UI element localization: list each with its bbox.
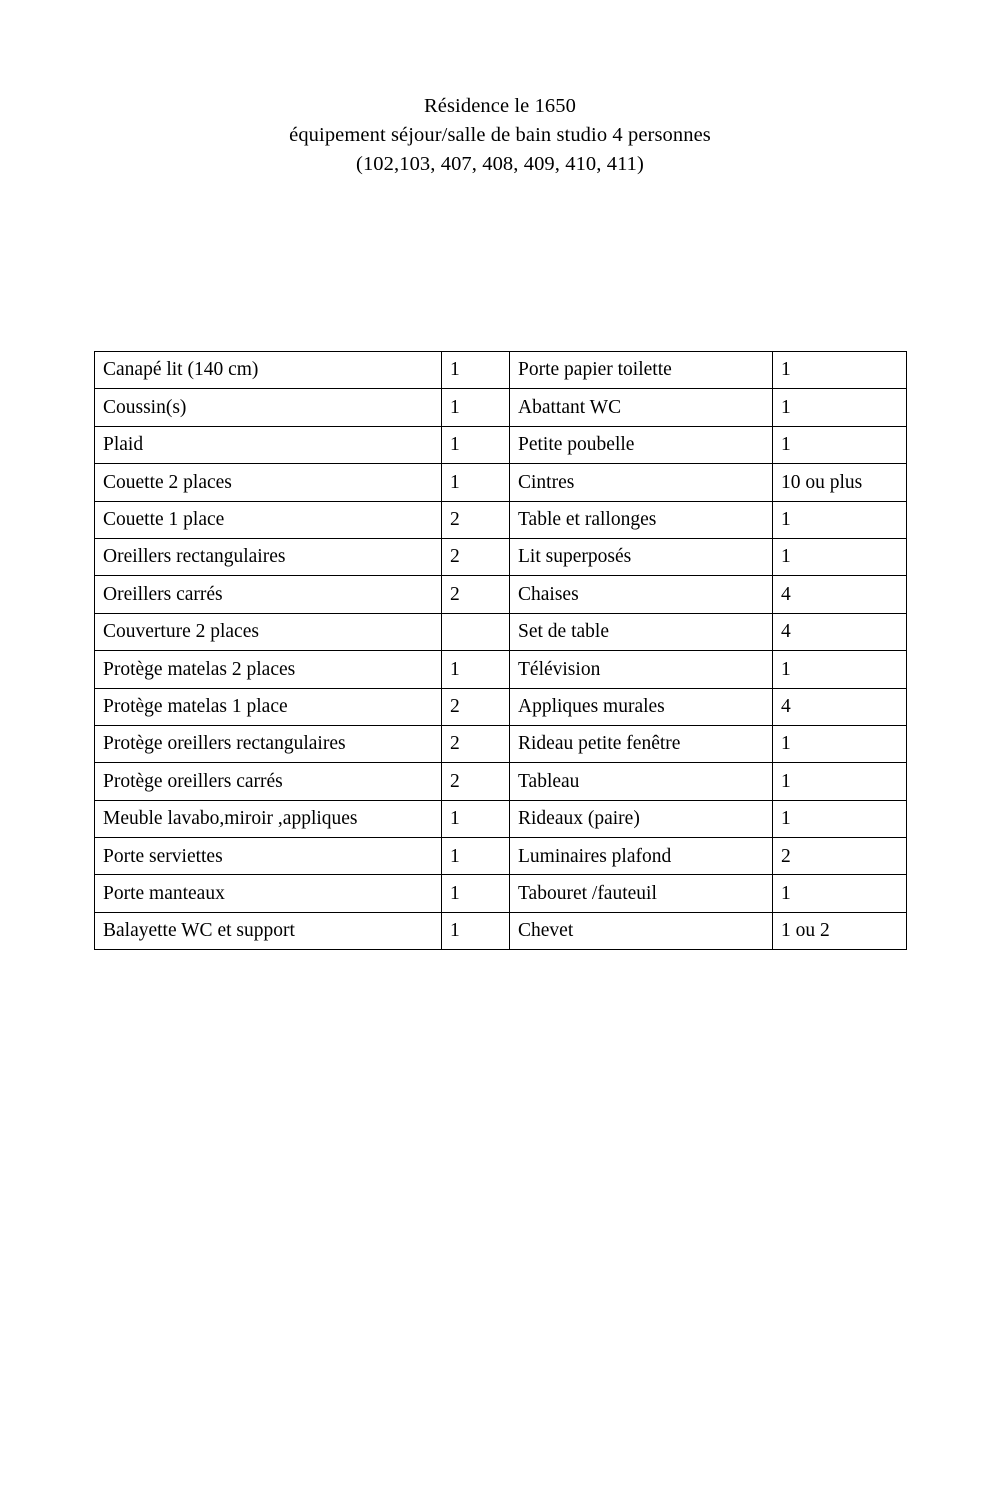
cell-qty-right: 1 [773,389,907,426]
cell-item-left: Protège oreillers rectangulaires [95,725,442,762]
cell-item-left: Protège oreillers carrés [95,763,442,800]
table-row [95,763,907,800]
cell-qty-left: 2 [442,763,510,800]
title-line-equipment: équipement séjour/salle de bain studio 4 personnes [289,124,711,147]
cell-item-right: Porte papier toilette [510,352,773,389]
cell-item-right: Chevet [510,912,773,949]
cell-item-right: Télévision [510,651,773,688]
cell-qty-left: 1 [442,389,510,426]
table-row [95,912,907,949]
cell-qty-right: 2 [773,838,907,875]
cell-qty-left: 1 [442,912,510,949]
cell-qty-left: 1 [442,838,510,875]
table-row [95,426,907,463]
cell-item-left: Oreillers carrés [95,576,442,613]
cell-qty-left: 2 [442,538,510,575]
cell-item-right: Lit superposés [510,538,773,575]
cell-item-right: Chaises [510,576,773,613]
table-row [95,613,907,650]
table-row [95,838,907,875]
table-row [95,538,907,575]
title-line-residence: Résidence le 1650 [424,95,576,117]
table-row [95,576,907,613]
cell-qty-right: 1 ou 2 [773,912,907,949]
title-line-rooms: (102,103, 407, 408, 409, 410, 411) [356,153,644,176]
cell-qty-left: 1 [442,464,510,501]
cell-qty-left: 1 [442,800,510,837]
table-row [95,464,907,501]
inventory-table [94,351,907,950]
table-row [95,725,907,762]
cell-qty-left: 2 [442,576,510,613]
cell-item-left: Protège matelas 1 place [95,688,442,725]
cell-item-right: Set de table [510,613,773,650]
cell-qty-right: 1 [773,501,907,538]
cell-item-left: Porte manteaux [95,875,442,912]
table-row [95,352,907,389]
cell-qty-right: 1 [773,800,907,837]
cell-qty-right: 1 [773,763,907,800]
inventory-table-wrapper [94,351,906,950]
document-title [0,92,1000,179]
cell-item-left: Couette 1 place [95,501,442,538]
cell-qty-right: 1 [773,651,907,688]
cell-qty-right: 4 [773,576,907,613]
cell-item-left: Balayette WC et support [95,912,442,949]
table-row [95,688,907,725]
cell-item-right: Tableau [510,763,773,800]
table-row [95,875,907,912]
cell-qty-left: 1 [442,352,510,389]
table-row [95,501,907,538]
cell-qty-left: 2 [442,501,510,538]
cell-item-right: Rideau petite fenêtre [510,725,773,762]
cell-qty-right: 1 [773,426,907,463]
cell-qty-right: 1 [773,725,907,762]
cell-item-left: Protège matelas 2 places [95,651,442,688]
cell-qty-right: 4 [773,613,907,650]
table-row [95,800,907,837]
cell-item-left: Oreillers rectangulaires [95,538,442,575]
cell-qty-left: 1 [442,651,510,688]
document-page [0,92,1000,1507]
cell-item-right: Tabouret /fauteuil [510,875,773,912]
cell-qty-left: 1 [442,875,510,912]
cell-item-right: Appliques murales [510,688,773,725]
cell-item-right: Table et rallonges [510,501,773,538]
cell-qty-right: 10 ou plus [773,464,907,501]
cell-item-left: Coussin(s) [95,389,442,426]
cell-qty-right: 1 [773,538,907,575]
cell-qty-left: 2 [442,688,510,725]
cell-item-left: Meuble lavabo,miroir ,appliques [95,800,442,837]
cell-item-left: Porte serviettes [95,838,442,875]
cell-qty-right: 1 [773,352,907,389]
cell-qty-left: 1 [442,426,510,463]
cell-qty-right: 1 [773,875,907,912]
cell-item-right: Luminaires plafond [510,838,773,875]
cell-qty-left [442,613,510,650]
cell-qty-left: 2 [442,725,510,762]
cell-qty-right: 4 [773,688,907,725]
cell-item-right: Rideaux (paire) [510,800,773,837]
cell-item-left: Canapé lit (140 cm) [95,352,442,389]
table-row [95,389,907,426]
cell-item-right: Cintres [510,464,773,501]
table-row [95,651,907,688]
cell-item-left: Plaid [95,426,442,463]
cell-item-left: Couette 2 places [95,464,442,501]
cell-item-right: Petite poubelle [510,426,773,463]
cell-item-left: Couverture 2 places [95,613,442,650]
cell-item-right: Abattant WC [510,389,773,426]
